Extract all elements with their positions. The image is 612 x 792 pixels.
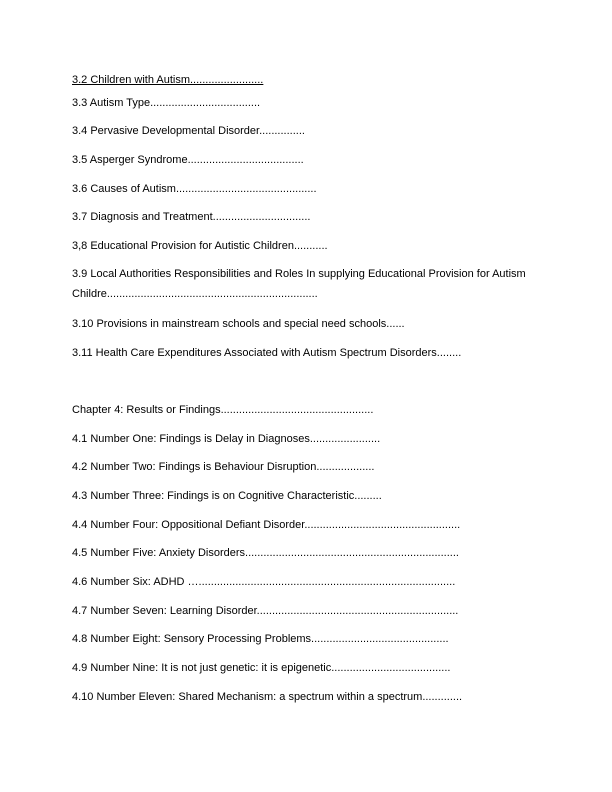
toc-entry-4-1: 4.1 Number One: Findings is Delay in Diagnoses....................... <box>72 433 381 445</box>
toc-entry-4-3: 4.3 Number Three: Findings is on Cognitive Characteristic......... <box>72 490 382 502</box>
toc-entry-3-5: 3.5 Asperger Syndrome...................................... <box>72 154 304 166</box>
toc-entry-3-9: 3.9 Local Authorities Responsibilities and Roles In supplying Educational Provision for Autism Childre..................................................................... <box>72 268 526 300</box>
toc-entry-3-11: 3.11 Health Care Expenditures Associated with Autism Spectrum Disorders........ <box>72 347 462 359</box>
toc-entry-4-7: 4.7 Number Seven: Learning Disorder.................................................................. <box>72 605 459 617</box>
toc-entry-4-6: 4.6 Number Six: ADHD ….................................................................................... <box>72 576 456 588</box>
toc-entry-4-8: 4.8 Number Eight: Sensory Processing Problems............................................. <box>72 633 449 645</box>
toc-entry-3-8: 3,8 Educational Provision for Autistic Children........... <box>72 240 328 252</box>
toc-entry-4-9: 4.9 Number Nine: It is not just genetic: it is epigenetic....................................... <box>72 662 451 674</box>
toc-entry-4-10: 4.10 Number Eleven: Shared Mechanism: a spectrum within a spectrum............. <box>72 691 463 703</box>
toc-entry-4-2: 4.2 Number Two: Findings is Behaviour Disruption................... <box>72 461 375 473</box>
toc-entry-3-7: 3.7 Diagnosis and Treatment................................ <box>72 211 311 223</box>
toc-entry-4-5: 4.5 Number Five: Anxiety Disorders...................................................................... <box>72 547 459 559</box>
toc-entry-3-6: 3.6 Causes of Autism.............................................. <box>72 183 317 195</box>
toc-entry-chapter-4: Chapter 4: Results or Findings.................................................. <box>72 404 374 416</box>
toc-entry-4-4: 4.4 Number Four: Oppositional Defiant Disorder................................................... <box>72 519 461 531</box>
toc-entry-3-10: 3.10 Provisions in mainstream schools and special need schools...... <box>72 318 405 330</box>
toc-entry-3-3: 3.3 Autism Type.................................... <box>72 97 261 109</box>
toc-entry-3-2-link[interactable]: 3.2 Children with Autism........................ <box>72 74 264 86</box>
toc-entry-3-4: 3.4 Pervasive Developmental Disorder............... <box>72 125 305 137</box>
